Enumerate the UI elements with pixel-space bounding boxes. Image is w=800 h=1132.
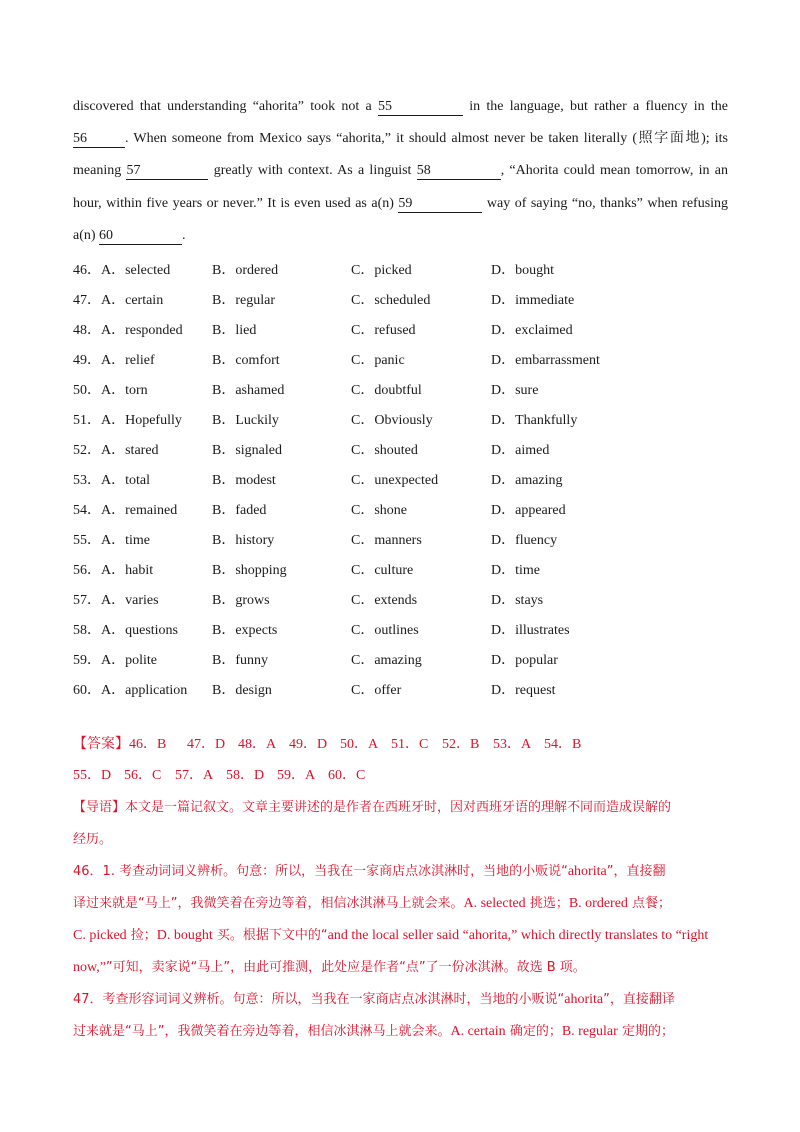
answer-section	[73, 730, 733, 1050]
cloze-passage	[73, 96, 728, 257]
question-number: 57．	[73, 593, 101, 608]
option-cell	[73, 464, 212, 494]
passage-text: in the language, but rather a fluency in the	[469, 99, 728, 114]
question-row	[73, 464, 733, 494]
option-d: D．embarrassment	[491, 353, 600, 368]
question-number: 52．	[73, 443, 101, 458]
option-cell	[351, 404, 491, 434]
option-c: C．manners	[351, 533, 422, 548]
explanation-text: ”，直接翻	[606, 864, 666, 879]
option-a: A．relief	[101, 353, 155, 368]
option-cell	[351, 464, 491, 494]
answer-item: 60．C	[328, 768, 366, 783]
question-row	[73, 344, 733, 374]
options-table	[73, 254, 733, 704]
option-cell	[351, 344, 491, 374]
option-a: A．torn	[101, 383, 148, 398]
option-d: D．request	[491, 683, 556, 698]
option-cell	[73, 344, 212, 374]
option-cell	[351, 674, 491, 704]
option-cell	[212, 404, 351, 434]
option-b: B．regular	[212, 293, 275, 308]
question-number: 50．	[73, 383, 101, 398]
option-d: D．sure	[491, 383, 539, 398]
option-cell	[491, 464, 733, 494]
option-b: B．history	[212, 533, 275, 548]
question-row	[73, 584, 733, 614]
answer-item: 50．A	[340, 737, 379, 752]
option-cell	[73, 254, 212, 284]
option-a: A．stared	[101, 443, 159, 458]
option-cell	[491, 584, 733, 614]
passage-text: meaning	[73, 163, 122, 179]
option-cell	[491, 314, 733, 344]
answer-item: 58．D	[226, 768, 265, 783]
option-cell	[212, 674, 351, 704]
option-c: C．picked	[351, 263, 412, 278]
option-cell	[212, 284, 351, 314]
option-b: B．comfort	[212, 353, 280, 368]
answer-item: 48．A	[238, 737, 277, 752]
option-b: B．grows	[212, 593, 270, 608]
question-number: 48．	[73, 323, 101, 338]
option-d: D．illustrates	[491, 623, 570, 638]
option-cell	[73, 374, 212, 404]
option-b: B．design	[212, 683, 272, 698]
option-cell	[351, 644, 491, 674]
option-cell	[73, 434, 212, 464]
option-cell	[73, 404, 212, 434]
passage-line	[73, 193, 728, 225]
option-cell	[491, 644, 733, 674]
passage-text: .	[182, 227, 186, 243]
option-b: B．signaled	[212, 443, 282, 458]
question-number: 56．	[73, 563, 101, 578]
answer-item: 55．D	[73, 768, 112, 783]
answer-item: 53．A	[493, 737, 532, 752]
explanation-english: A. selected	[463, 896, 526, 911]
question-number: 55．	[73, 533, 101, 548]
option-cell	[212, 314, 351, 344]
option-a: A．responded	[101, 323, 183, 338]
question-number: 51．	[73, 413, 101, 428]
explanation-english: B. regular	[561, 1024, 618, 1039]
option-d: D．appeared	[491, 503, 566, 518]
passage-text: . When someone from Mexico says “ahorita,” it should almost never be taken literally (照字面地); its	[125, 131, 728, 147]
explanation-text: ”可知，卖家说“马上”，由此可推测，此处应是作者“点”了一份冰淇淋。故选 B 项。	[105, 960, 586, 975]
question-number: 58．	[73, 623, 101, 638]
option-cell	[491, 374, 733, 404]
option-cell	[351, 374, 491, 404]
explanation-46-line	[73, 858, 733, 890]
explanation-text: 挑选；	[525, 896, 569, 911]
option-cell	[351, 494, 491, 524]
question-row	[73, 314, 733, 344]
option-cell	[491, 614, 733, 644]
option-d: D．amazing	[491, 473, 563, 488]
option-cell	[212, 434, 351, 464]
option-c: C．shone	[351, 503, 407, 518]
question-row	[73, 404, 733, 434]
option-cell	[491, 344, 733, 374]
question-number: 46．	[73, 263, 101, 278]
explanation-text: 过来就是“马上”，我微笑着在旁边等着，相信冰淇淋马上就会来。	[73, 1024, 451, 1039]
option-cell	[212, 464, 351, 494]
option-a: A．habit	[101, 563, 154, 578]
question-row	[73, 554, 733, 584]
option-cell	[491, 404, 733, 434]
option-b: B．faded	[212, 503, 267, 518]
option-cell	[491, 284, 733, 314]
passage-text: a(n)	[73, 227, 96, 243]
option-d: D．Thankfully	[491, 413, 578, 428]
option-c: C．shouted	[351, 443, 418, 458]
option-c: C．culture	[351, 563, 414, 578]
option-cell	[73, 584, 212, 614]
option-cell	[73, 314, 212, 344]
explanation-47-line	[73, 986, 733, 1018]
explanation-46-line	[73, 954, 733, 986]
guide-text: 经历。	[73, 832, 113, 847]
guide-line	[73, 794, 733, 826]
option-b: B．ordered	[212, 263, 279, 278]
option-a: A．Hopefully	[101, 413, 182, 428]
option-c: C．extends	[351, 593, 418, 608]
option-cell	[491, 494, 733, 524]
passage-line	[73, 160, 728, 192]
option-cell	[491, 434, 733, 464]
question-row	[73, 434, 733, 464]
option-cell	[212, 494, 351, 524]
option-cell	[212, 584, 351, 614]
guide-label: 【导语】	[73, 800, 126, 815]
question-row	[73, 374, 733, 404]
explanation-english: and the local seller said “ahorita,” which directly translates to “right	[327, 928, 709, 943]
blank-56: 56	[73, 130, 125, 148]
explanation-text: 47．考查形容词词义辨析。句意：所以，当我在一家商店点冰淇淋时，当地的小贩说“	[73, 992, 565, 1007]
question-row	[73, 254, 733, 284]
option-a: A．time	[101, 533, 150, 548]
passage-text: hour, within five years or never.” It is even used as a(n)	[73, 195, 394, 211]
option-c: C．Obviously	[351, 413, 433, 428]
option-d: D．exclaimed	[491, 323, 573, 338]
guide-line	[73, 826, 733, 858]
question-number: 49．	[73, 353, 101, 368]
explanation-text: 确定的；	[505, 1024, 562, 1039]
option-cell	[351, 254, 491, 284]
option-d: D．time	[491, 563, 540, 578]
option-b: B．lied	[212, 323, 257, 338]
option-cell	[212, 614, 351, 644]
blank-58: 58	[417, 162, 501, 180]
option-cell	[351, 434, 491, 464]
option-cell	[491, 674, 733, 704]
answer-row	[73, 730, 733, 762]
explanation-english: now,”	[73, 960, 106, 975]
explanation-english: A. certain	[450, 1024, 506, 1039]
option-d: D．immediate	[491, 293, 575, 308]
option-c: C．unexpected	[351, 473, 439, 488]
passage-line	[73, 128, 728, 160]
answer-item: 59．A	[277, 768, 316, 783]
option-c: C．scheduled	[351, 293, 431, 308]
answer-label: 【答案】	[73, 736, 129, 752]
option-c: C．doubtful	[351, 383, 422, 398]
question-row	[73, 674, 733, 704]
answer-item: 54．B	[544, 737, 582, 752]
option-a: A．varies	[101, 593, 159, 608]
option-a: A．certain	[101, 293, 164, 308]
option-cell	[212, 524, 351, 554]
blank-57: 57	[126, 162, 208, 180]
explanation-text: 捡；	[126, 928, 157, 943]
option-c: C．outlines	[351, 623, 419, 638]
option-cell	[491, 254, 733, 284]
explanation-text: ”，直接翻译	[603, 992, 675, 1007]
option-b: B．Luckily	[212, 413, 279, 428]
option-cell	[73, 674, 212, 704]
option-c: C．offer	[351, 683, 402, 698]
option-b: B．shopping	[212, 563, 287, 578]
blank-55: 55	[378, 98, 463, 116]
blank-59: 59	[398, 195, 482, 213]
option-a: A．remained	[101, 503, 178, 518]
option-cell	[351, 284, 491, 314]
option-b: B．expects	[212, 623, 278, 638]
option-cell	[73, 524, 212, 554]
answer-item: 47．D	[187, 737, 226, 752]
passage-text: , “Ahorita could mean tomorrow, in an	[500, 163, 728, 179]
option-a: A．polite	[101, 653, 157, 668]
question-row	[73, 644, 733, 674]
option-d: D．fluency	[491, 533, 558, 548]
option-cell	[351, 524, 491, 554]
blank-60: 60	[99, 227, 182, 245]
option-a: A．questions	[101, 623, 178, 638]
option-cell	[73, 554, 212, 584]
answer-item: 56．C	[124, 768, 162, 783]
option-b: B．modest	[212, 473, 276, 488]
passage-text: greatly with context. As a linguist	[213, 163, 412, 179]
option-cell	[351, 614, 491, 644]
question-number: 54．	[73, 503, 101, 518]
question-number: 47．	[73, 293, 101, 308]
option-c: C．amazing	[351, 653, 422, 668]
explanation-47-line	[73, 1018, 733, 1050]
option-cell	[73, 284, 212, 314]
explanation-46-line	[73, 922, 733, 954]
option-d: D．aimed	[491, 443, 550, 458]
explanation-text: 定期的；	[617, 1024, 674, 1039]
option-a: A．selected	[101, 263, 171, 278]
option-d: D．bought	[491, 263, 554, 278]
explanation-text: 买。根据下文中的“	[212, 928, 328, 943]
question-row	[73, 284, 733, 314]
explanation-46-line	[73, 890, 733, 922]
option-b: B．ashamed	[212, 383, 285, 398]
question-number: 60．	[73, 683, 101, 698]
option-cell	[73, 614, 212, 644]
option-cell	[73, 494, 212, 524]
question-number: 59．	[73, 653, 101, 668]
option-cell	[351, 584, 491, 614]
explanation-english: B. ordered	[568, 896, 628, 911]
option-cell	[212, 644, 351, 674]
option-b: B．funny	[212, 653, 268, 668]
option-cell	[351, 314, 491, 344]
option-a: A．application	[101, 683, 188, 698]
answer-item: 49．D	[289, 737, 328, 752]
option-c: C．panic	[351, 353, 405, 368]
explanation-english: D. bought	[156, 928, 213, 943]
answer-item: 46．B	[129, 737, 167, 752]
passage-line	[73, 96, 728, 128]
explanation-english: ahorita	[567, 864, 607, 879]
option-d: D．stays	[491, 593, 544, 608]
question-number: 53．	[73, 473, 101, 488]
explanation-text: 点餐；	[627, 896, 672, 911]
option-cell	[212, 344, 351, 374]
option-c: C．refused	[351, 323, 416, 338]
question-row	[73, 614, 733, 644]
question-row	[73, 494, 733, 524]
explanation-english: C. picked	[73, 928, 127, 943]
option-cell	[491, 524, 733, 554]
option-cell	[212, 374, 351, 404]
passage-text: discovered that understanding “ahorita” took not a	[73, 99, 372, 114]
answer-item: 52．B	[442, 737, 480, 752]
option-cell	[491, 554, 733, 584]
option-cell	[73, 644, 212, 674]
guide-text: 本文是一篇记叙文。文章主要讲述的是作者在西班牙时，因对西班牙语的理解不同而造成误解的	[125, 800, 672, 815]
option-cell	[351, 554, 491, 584]
answer-item: 57．A	[175, 768, 214, 783]
option-cell	[212, 554, 351, 584]
answer-row	[73, 762, 733, 794]
question-row	[73, 524, 733, 554]
answer-item: 51．C	[391, 737, 429, 752]
passage-text: way of saying “no, thanks” when refusing	[486, 195, 729, 211]
explanation-text: 46．1. 考查动词词义辨析。句意：所以，当我在一家商店点冰淇淋时，当地的小贩说“	[73, 864, 568, 879]
option-cell	[212, 254, 351, 284]
option-d: D．popular	[491, 653, 558, 668]
explanation-text: 译过来就是“马上”，我微笑着在旁边等着，相信冰淇淋马上就会来。	[73, 896, 464, 911]
option-a: A．total	[101, 473, 150, 488]
passage-line	[73, 225, 728, 257]
explanation-english: ahorita	[564, 992, 604, 1007]
